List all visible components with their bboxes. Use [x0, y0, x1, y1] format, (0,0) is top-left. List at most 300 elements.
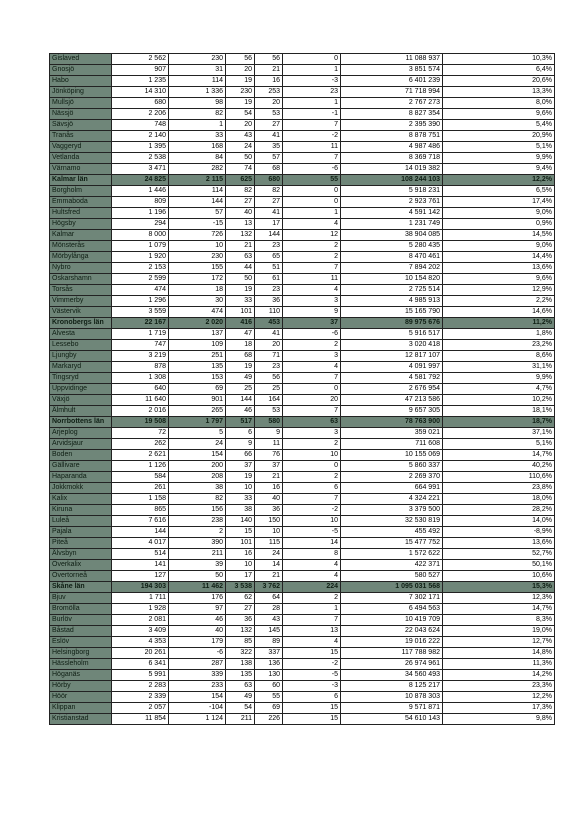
value-cell-3: 16	[226, 549, 255, 560]
amount-cell: 422 371	[341, 560, 443, 571]
municipality-name-cell: Skåne län	[50, 582, 112, 593]
table-row	[50, 109, 555, 120]
municipality-name-cell: Kalmar län	[50, 175, 112, 186]
value-cell-2: 2 020	[169, 318, 226, 329]
percent-cell: 8,3%	[443, 615, 555, 626]
value-cell-4: 56	[255, 54, 283, 65]
amount-cell: 32 530 819	[341, 516, 443, 527]
value-cell-2: 84	[169, 153, 226, 164]
value-cell-1: 72	[112, 428, 169, 439]
value-cell-4: 25	[255, 384, 283, 395]
difference-cell: 7	[283, 494, 341, 505]
difference-cell: -3	[283, 681, 341, 692]
value-cell-1: 1 126	[112, 461, 169, 472]
percent-cell: 23,2%	[443, 340, 555, 351]
value-cell-3: 20	[226, 120, 255, 131]
value-cell-1: 2 153	[112, 263, 169, 274]
difference-cell: 8	[283, 549, 341, 560]
difference-cell: 9	[283, 307, 341, 318]
amount-cell: 580 527	[341, 571, 443, 582]
table-row	[50, 527, 555, 538]
value-cell-3: 3 538	[226, 582, 255, 593]
value-cell-4: 57	[255, 153, 283, 164]
value-cell-4: 27	[255, 120, 283, 131]
value-cell-2: 33	[169, 131, 226, 142]
value-cell-3: 36	[226, 615, 255, 626]
value-cell-1: 194 303	[112, 582, 169, 593]
value-cell-3: 27	[226, 197, 255, 208]
municipality-name-cell: Luleå	[50, 516, 112, 527]
value-cell-2: 46	[169, 615, 226, 626]
value-cell-1: 22 167	[112, 318, 169, 329]
value-cell-3: 63	[226, 681, 255, 692]
percent-cell: 31,1%	[443, 362, 555, 373]
municipality-name-cell: Västervik	[50, 307, 112, 318]
percent-cell: 10,3%	[443, 54, 555, 65]
value-cell-3: 19	[226, 362, 255, 373]
municipality-name-cell: Oskarshamn	[50, 274, 112, 285]
percent-cell: -8,9%	[443, 527, 555, 538]
value-cell-4: 14	[255, 560, 283, 571]
amount-cell: 8 125 217	[341, 681, 443, 692]
amount-cell: 2 923 761	[341, 197, 443, 208]
difference-cell: -2	[283, 659, 341, 670]
table-row	[50, 516, 555, 527]
value-cell-2: 11 462	[169, 582, 226, 593]
municipality-name-cell: Vimmerby	[50, 296, 112, 307]
municipality-name-cell: Burlöv	[50, 615, 112, 626]
difference-cell: 7	[283, 373, 341, 384]
amount-cell: 22 043 624	[341, 626, 443, 637]
difference-cell: 0	[283, 384, 341, 395]
percent-cell: 6,4%	[443, 65, 555, 76]
difference-cell: 23	[283, 87, 341, 98]
difference-cell: 2	[283, 241, 341, 252]
municipality-name-cell: Mönsterås	[50, 241, 112, 252]
municipality-name-cell: Mullsjö	[50, 98, 112, 109]
value-cell-3: 49	[226, 692, 255, 703]
value-cell-1: 1 296	[112, 296, 169, 307]
value-cell-4: 24	[255, 549, 283, 560]
value-cell-4: 136	[255, 659, 283, 670]
value-cell-1: 7 616	[112, 516, 169, 527]
value-cell-1: 2 206	[112, 109, 169, 120]
difference-cell: 14	[283, 538, 341, 549]
value-cell-3: 416	[226, 318, 255, 329]
value-cell-1: 1 158	[112, 494, 169, 505]
amount-cell: 3 379 500	[341, 505, 443, 516]
value-cell-4: 41	[255, 329, 283, 340]
table-row	[50, 648, 555, 659]
table-row	[50, 428, 555, 439]
table-row	[50, 406, 555, 417]
difference-cell: 4	[283, 560, 341, 571]
value-cell-1: 1 196	[112, 208, 169, 219]
amount-cell: 26 974 961	[341, 659, 443, 670]
value-cell-4: 23	[255, 362, 283, 373]
value-cell-1: 640	[112, 384, 169, 395]
value-cell-4: 21	[255, 472, 283, 483]
percent-cell: 9,4%	[443, 164, 555, 175]
value-cell-4: 23	[255, 241, 283, 252]
difference-cell: 13	[283, 626, 341, 637]
value-cell-4: 69	[255, 703, 283, 714]
value-cell-3: 27	[226, 604, 255, 615]
table-row	[50, 681, 555, 692]
value-cell-3: 54	[226, 109, 255, 120]
value-cell-2: 265	[169, 406, 226, 417]
value-cell-2: 40	[169, 626, 226, 637]
value-cell-4: 110	[255, 307, 283, 318]
amount-cell: 10 419 709	[341, 615, 443, 626]
value-cell-1: 1 446	[112, 186, 169, 197]
table-row	[50, 98, 555, 109]
amount-cell: 8 470 461	[341, 252, 443, 263]
table-row	[50, 626, 555, 637]
value-cell-4: 21	[255, 571, 283, 582]
value-cell-3: 40	[226, 208, 255, 219]
table-row	[50, 549, 555, 560]
value-cell-4: 37	[255, 461, 283, 472]
percent-cell: 2,2%	[443, 296, 555, 307]
table-row	[50, 692, 555, 703]
value-cell-1: 1 395	[112, 142, 169, 153]
value-cell-4: 36	[255, 505, 283, 516]
value-cell-1: 865	[112, 505, 169, 516]
value-cell-2: 30	[169, 296, 226, 307]
value-cell-3: 101	[226, 538, 255, 549]
difference-cell: 2	[283, 593, 341, 604]
table-row	[50, 296, 555, 307]
percent-cell: 6,5%	[443, 186, 555, 197]
value-cell-1: 809	[112, 197, 169, 208]
value-cell-4: 150	[255, 516, 283, 527]
amount-cell: 89 975 676	[341, 318, 443, 329]
difference-cell: -2	[283, 505, 341, 516]
value-cell-4: 27	[255, 197, 283, 208]
value-cell-3: 56	[226, 54, 255, 65]
value-cell-3: 15	[226, 527, 255, 538]
value-cell-3: 132	[226, 626, 255, 637]
value-cell-1: 2 283	[112, 681, 169, 692]
table-row	[50, 505, 555, 516]
value-cell-2: 1 336	[169, 87, 226, 98]
amount-cell: 4 985 913	[341, 296, 443, 307]
value-cell-3: 85	[226, 637, 255, 648]
amount-cell: 10 878 303	[341, 692, 443, 703]
percent-cell: 13,3%	[443, 87, 555, 98]
municipality-name-cell: Kronobergs län	[50, 318, 112, 329]
value-cell-2: 2 115	[169, 175, 226, 186]
difference-cell: -6	[283, 329, 341, 340]
value-cell-4: 145	[255, 626, 283, 637]
value-cell-4: 55	[255, 692, 283, 703]
table-row	[50, 714, 555, 725]
value-cell-3: 19	[226, 472, 255, 483]
percent-cell: 10,6%	[443, 571, 555, 582]
percent-cell: 14,6%	[443, 307, 555, 318]
value-cell-2: -104	[169, 703, 226, 714]
difference-cell: 6	[283, 483, 341, 494]
value-cell-2: 10	[169, 241, 226, 252]
municipality-name-cell: Piteå	[50, 538, 112, 549]
value-cell-3: 135	[226, 670, 255, 681]
value-cell-3: 46	[226, 406, 255, 417]
value-cell-3: 10	[226, 560, 255, 571]
value-cell-1: 24 825	[112, 175, 169, 186]
difference-cell: 0	[283, 186, 341, 197]
percent-cell: 0,9%	[443, 219, 555, 230]
percent-cell: 10,2%	[443, 395, 555, 406]
municipality-name-cell: Haparanda	[50, 472, 112, 483]
table-row	[50, 362, 555, 373]
table-row	[50, 439, 555, 450]
value-cell-4: 3 762	[255, 582, 283, 593]
percent-cell: 9,0%	[443, 241, 555, 252]
value-cell-1: 262	[112, 439, 169, 450]
value-cell-2: -6	[169, 648, 226, 659]
value-cell-3: 43	[226, 131, 255, 142]
municipality-name-cell: Höör	[50, 692, 112, 703]
value-cell-4: 71	[255, 351, 283, 362]
value-cell-1: 127	[112, 571, 169, 582]
value-cell-3: 50	[226, 274, 255, 285]
value-cell-2: 251	[169, 351, 226, 362]
value-cell-2: 339	[169, 670, 226, 681]
value-cell-3: 625	[226, 175, 255, 186]
municipality-name-cell: Pajala	[50, 527, 112, 538]
value-cell-3: 18	[226, 340, 255, 351]
difference-cell: 4	[283, 362, 341, 373]
difference-cell: 1	[283, 65, 341, 76]
municipality-name-cell: Torsås	[50, 285, 112, 296]
percent-cell: 9,0%	[443, 208, 555, 219]
value-cell-4: 10	[255, 527, 283, 538]
amount-cell: 7 894 202	[341, 263, 443, 274]
amount-cell: 19 016 222	[341, 637, 443, 648]
amount-cell: 4 591 142	[341, 208, 443, 219]
value-cell-4: 56	[255, 373, 283, 384]
difference-cell: -2	[283, 131, 341, 142]
county-total-row	[50, 582, 555, 593]
value-cell-4: 89	[255, 637, 283, 648]
value-cell-1: 2 339	[112, 692, 169, 703]
municipality-name-cell: Nybro	[50, 263, 112, 274]
amount-cell: 2 269 370	[341, 472, 443, 483]
table-row	[50, 560, 555, 571]
table-row	[50, 494, 555, 505]
percent-cell: 14,8%	[443, 648, 555, 659]
amount-cell: 38 904 085	[341, 230, 443, 241]
municipality-name-cell: Gnosjö	[50, 65, 112, 76]
percent-cell: 28,2%	[443, 505, 555, 516]
table-row	[50, 571, 555, 582]
table-row	[50, 87, 555, 98]
amount-cell: 3 020 418	[341, 340, 443, 351]
value-cell-2: 98	[169, 98, 226, 109]
percent-cell: 9,8%	[443, 714, 555, 725]
value-cell-3: 50	[226, 153, 255, 164]
value-cell-1: 3 219	[112, 351, 169, 362]
value-cell-2: 2	[169, 527, 226, 538]
value-cell-1: 3 559	[112, 307, 169, 318]
value-cell-1: 2 057	[112, 703, 169, 714]
amount-cell: 9 571 871	[341, 703, 443, 714]
value-cell-4: 164	[255, 395, 283, 406]
amount-cell: 117 788 982	[341, 648, 443, 659]
municipality-name-cell: Norrbottens län	[50, 417, 112, 428]
value-cell-3: 24	[226, 142, 255, 153]
value-cell-1: 878	[112, 362, 169, 373]
municipality-name-cell: Lessebo	[50, 340, 112, 351]
municipality-name-cell: Eslöv	[50, 637, 112, 648]
amount-cell: 15 165 790	[341, 307, 443, 318]
value-cell-1: 1 719	[112, 329, 169, 340]
value-cell-3: 49	[226, 373, 255, 384]
municipality-name-cell: Arjeplog	[50, 428, 112, 439]
value-cell-2: 211	[169, 549, 226, 560]
value-cell-1: 2 081	[112, 615, 169, 626]
value-cell-3: 25	[226, 384, 255, 395]
value-cell-2: 154	[169, 450, 226, 461]
value-cell-2: 153	[169, 373, 226, 384]
value-cell-3: 21	[226, 241, 255, 252]
municipality-name-cell: Gislaved	[50, 54, 112, 65]
difference-cell: 7	[283, 406, 341, 417]
municipality-name-cell: Båstad	[50, 626, 112, 637]
percent-cell: 8,0%	[443, 98, 555, 109]
municipality-name-cell: Kalmar	[50, 230, 112, 241]
value-cell-3: 230	[226, 87, 255, 98]
difference-cell: 2	[283, 252, 341, 263]
value-cell-2: 114	[169, 76, 226, 87]
value-cell-2: 230	[169, 252, 226, 263]
amount-cell: 108 244 103	[341, 175, 443, 186]
value-cell-4: 36	[255, 296, 283, 307]
county-total-row	[50, 175, 555, 186]
table-row	[50, 637, 555, 648]
percent-cell: 11,2%	[443, 318, 555, 329]
municipality-name-cell: Älvsbyn	[50, 549, 112, 560]
value-cell-3: 74	[226, 164, 255, 175]
value-cell-3: 62	[226, 593, 255, 604]
value-cell-1: 2 621	[112, 450, 169, 461]
percent-cell: 50,1%	[443, 560, 555, 571]
value-cell-3: 13	[226, 219, 255, 230]
percent-cell: 14,4%	[443, 252, 555, 263]
percent-cell: 20,6%	[443, 76, 555, 87]
difference-cell: 7	[283, 153, 341, 164]
county-total-row	[50, 318, 555, 329]
percent-cell: 4,7%	[443, 384, 555, 395]
percent-cell: 5,1%	[443, 142, 555, 153]
amount-cell: 71 718 994	[341, 87, 443, 98]
amount-cell: 5 918 231	[341, 186, 443, 197]
difference-cell: 15	[283, 703, 341, 714]
value-cell-2: 109	[169, 340, 226, 351]
value-cell-1: 1 928	[112, 604, 169, 615]
municipality-name-cell: Kristianstad	[50, 714, 112, 725]
percent-cell: 18,7%	[443, 417, 555, 428]
value-cell-2: 230	[169, 54, 226, 65]
difference-cell: 10	[283, 450, 341, 461]
value-cell-1: 747	[112, 340, 169, 351]
percent-cell: 110,6%	[443, 472, 555, 483]
value-cell-3: 19	[226, 76, 255, 87]
value-cell-3: 20	[226, 65, 255, 76]
value-cell-2: 1 124	[169, 714, 226, 725]
table-row	[50, 461, 555, 472]
value-cell-3: 517	[226, 417, 255, 428]
difference-cell: 15	[283, 648, 341, 659]
amount-cell: 7 302 171	[341, 593, 443, 604]
value-cell-4: 144	[255, 230, 283, 241]
table-row	[50, 164, 555, 175]
value-cell-4: 21	[255, 65, 283, 76]
table-row	[50, 483, 555, 494]
amount-cell: 11 088 937	[341, 54, 443, 65]
value-cell-2: 156	[169, 505, 226, 516]
value-cell-1: 19 508	[112, 417, 169, 428]
table-row	[50, 153, 555, 164]
value-cell-2: 726	[169, 230, 226, 241]
percent-cell: 19,0%	[443, 626, 555, 637]
amount-cell: 6 494 563	[341, 604, 443, 615]
value-cell-3: 44	[226, 263, 255, 274]
value-cell-3: 63	[226, 252, 255, 263]
table-row	[50, 373, 555, 384]
difference-cell: 15	[283, 714, 341, 725]
table-row	[50, 659, 555, 670]
value-cell-1: 2 538	[112, 153, 169, 164]
value-cell-1: 1 920	[112, 252, 169, 263]
municipality-name-cell: Tingsryd	[50, 373, 112, 384]
table-row	[50, 54, 555, 65]
table-row	[50, 307, 555, 318]
difference-cell: 37	[283, 318, 341, 329]
percent-cell: 1,8%	[443, 329, 555, 340]
difference-cell: 20	[283, 395, 341, 406]
value-cell-2: 97	[169, 604, 226, 615]
value-cell-4: 64	[255, 593, 283, 604]
value-cell-2: 137	[169, 329, 226, 340]
municipality-name-cell: Sävsjö	[50, 120, 112, 131]
value-cell-3: 19	[226, 98, 255, 109]
municipality-name-cell: Gällivare	[50, 461, 112, 472]
municipality-name-cell: Hultsfred	[50, 208, 112, 219]
table-row	[50, 263, 555, 274]
municipality-name-cell: Hässleholm	[50, 659, 112, 670]
value-cell-4: 115	[255, 538, 283, 549]
value-cell-4: 28	[255, 604, 283, 615]
difference-cell: 6	[283, 692, 341, 703]
value-cell-2: 474	[169, 307, 226, 318]
percent-cell: 14,2%	[443, 670, 555, 681]
municipality-name-cell: Högsby	[50, 219, 112, 230]
table-row	[50, 120, 555, 131]
amount-cell: 6 401 239	[341, 76, 443, 87]
percent-cell: 18,1%	[443, 406, 555, 417]
table-row	[50, 703, 555, 714]
value-cell-2: 208	[169, 472, 226, 483]
value-cell-2: 50	[169, 571, 226, 582]
value-cell-2: 179	[169, 637, 226, 648]
percent-cell: 23,8%	[443, 483, 555, 494]
value-cell-1: 2 140	[112, 131, 169, 142]
value-cell-2: 39	[169, 560, 226, 571]
value-cell-3: 101	[226, 307, 255, 318]
value-cell-1: 3 409	[112, 626, 169, 637]
